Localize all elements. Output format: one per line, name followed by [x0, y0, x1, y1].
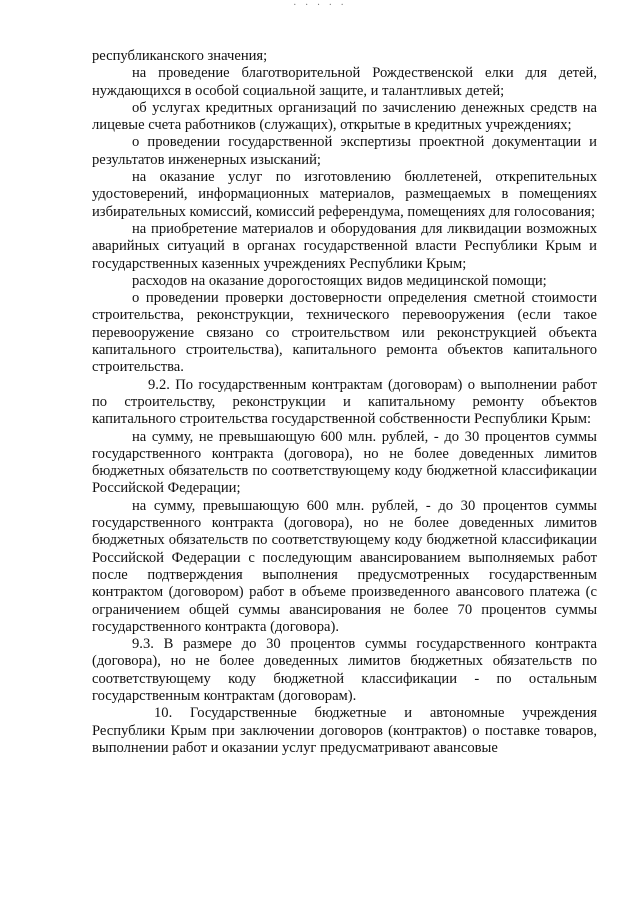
- page-top-mark: · · · · ·: [293, 0, 347, 11]
- paragraph-cost-verification: о проведении проверки достоверности определения сметной стоимости строительства, реконструкции, технического перевооружения (если такое перевооружение связано со строительством или реконструкцией объекта капитального строительства), капитального ремонта объектов капитального строительства.: [92, 290, 597, 376]
- paragraph-9-2: 9.2. По государственным контрактам (договорам) о выполнении работ по строительству, реконструкции и капитальному ремонту объектов капитального строительства государственной собственности Республики Крым:: [92, 376, 597, 428]
- paragraph-9-3: 9.3. В размере до 30 процентов суммы государственного контракта (договора), но не более доведенных лимитов бюджетных обязательств по соответствующему коду бюджетной классификации - по остальным государственным контрактам (договорам).: [92, 636, 597, 704]
- paragraph-continuation: республиканского значения;: [92, 48, 268, 64]
- paragraph-christmas-tree: на проведение благотворительной Рождественской елки для детей, нуждающихся в особой социальной защите, и талантливых детей;: [92, 65, 597, 99]
- document-body: [92, 48, 597, 757]
- paragraph-emergency-materials: на приобретение материалов и оборудования для ликвидации возможных аварийных ситуаций в органах государственной власти Республики Крым и государственных казенных учреждениях Республики Крым;: [92, 220, 597, 272]
- paragraph-under-600m: на сумму, не превышающую 600 млн. рублей, - до 30 процентов суммы государственного контракта (договора), но не более доведенных лимитов бюджетных обязательств по соответствующему коду бюджетной классификации Российской Федерации;: [92, 428, 597, 497]
- paragraph-credit-services: об услугах кредитных организаций по зачислению денежных средств на лицевые счета работников (служащих), открытые в кредитных учреждениях;: [92, 99, 597, 134]
- paragraph-ballots: на оказание услуг по изготовлению бюллетеней, открепительных удостоверений, информационных материалов, размещаемых в помещениях избирательных комиссий, комиссий референдума, помещениях для голосования;: [92, 169, 597, 220]
- paragraph-medical-care: расходов на оказание дорогостоящих видов медицинской помощи;: [132, 272, 547, 289]
- paragraph-state-expertise: о проведении государственной экспертизы проектной документации и результатов инженерных изысканий;: [92, 134, 597, 168]
- paragraph-10: 10. Государственные бюджетные и автономные учреждения Республики Крым при заключении договоров (контрактов) о поставке товаров, выполнении работ и оказании услуг предусматривают авансовые: [92, 705, 597, 756]
- paragraph-over-600m: на сумму, превышающую 600 млн. рублей, - до 30 процентов суммы государственного контракта (договора), но не более доведенных лимитов бюджетных обязательств по соответствующему коду бюджетной классификации Российской Федерации с последующим авансированием выполняемых работ после подтверждения выполнения предусмотренных государственным контрактом (договором) работ в объеме произведенного авансового платежа (с ограничением общей суммы авансирования не более 70 процентов суммы государственного контракта (договора).: [92, 497, 597, 635]
